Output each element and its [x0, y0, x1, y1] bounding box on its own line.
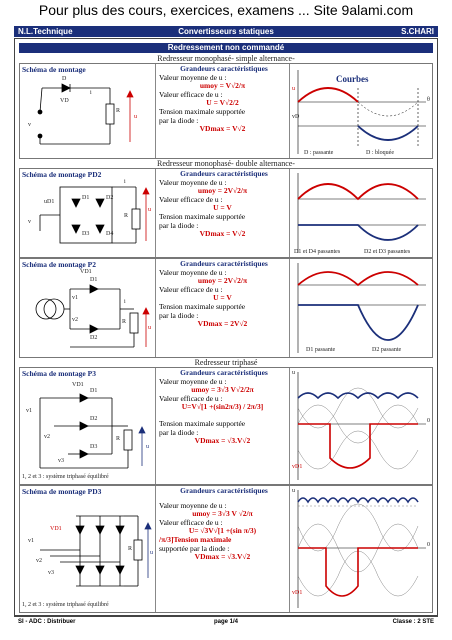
formula-line: par la diode :: [159, 115, 199, 125]
schema-panel: [20, 368, 156, 484]
row-p3: [19, 367, 433, 485]
document-header: [14, 26, 438, 37]
diode-d2: D2: [106, 195, 114, 201]
ud1-label: uD1: [44, 199, 55, 205]
grandeurs-title: Grandeurs caractéristiques: [180, 368, 268, 377]
row-pd2: [19, 168, 433, 258]
grandeurs-title: Grandeurs caractéristiques: [180, 486, 268, 495]
curves-panel: [290, 169, 432, 257]
state-d2: D2 passante: [372, 347, 402, 353]
formula-line: Valeur moyenne de u :: [159, 72, 227, 82]
grandeurs-panel: [156, 259, 290, 357]
state-d2d3: D2 et D3 passantes: [364, 249, 411, 255]
v1-label: v1: [72, 295, 78, 301]
schema-panel: [20, 259, 156, 357]
formula-line: Tension maximale supportée: [159, 106, 246, 116]
waveform-p3: [290, 368, 432, 486]
formula-vdmax: VDmax = V√2: [199, 229, 246, 239]
v1-label: v1: [26, 408, 32, 414]
row-p2: [19, 258, 433, 358]
v3-label: v3: [58, 458, 64, 464]
diode-d1: D1: [90, 277, 98, 283]
source-v-label: v: [28, 122, 31, 128]
formula-umoy: umoy = 3√3 V√2/2π: [191, 385, 254, 395]
resistor-label: R: [116, 436, 121, 442]
formula-line: Valeur moyenne de u :: [159, 376, 227, 386]
formula-ueff: U = V: [213, 293, 232, 303]
vd-label: VD: [60, 98, 69, 104]
section-title-simple: Redresseur monophasé- simple alternance-: [157, 54, 295, 63]
schema-panel: [20, 486, 156, 612]
formula-line: Tension maximale supportée: [159, 418, 246, 428]
curve-vd1-label: vD1: [292, 590, 303, 596]
diode-d1: D1: [82, 195, 90, 201]
zero-label: 0: [427, 542, 430, 548]
schema-title: Schéma de montage: [22, 65, 86, 74]
formula-umoy: umoy = 2V√2/π: [197, 276, 248, 286]
schema-title: Schéma de montage PD2: [22, 170, 102, 179]
formula-umoy: umoy = 2V√2/π: [197, 186, 248, 196]
state-passante: D : passante: [304, 150, 334, 156]
formula-line: Valeur efficace de u :: [159, 393, 223, 403]
v2-label: v2: [44, 434, 50, 440]
formula-vdmax: VDmax = √3.V√2: [194, 436, 251, 446]
formula-line: Valeur efficace de u :: [159, 89, 223, 99]
formula-ueff-cont: /π/3]Tension maximale: [159, 534, 232, 544]
resistor-label: R: [122, 319, 127, 325]
section-banner: Redressement non commandé: [19, 43, 433, 53]
footer-subject: SI - ADC : Distribuer: [18, 619, 76, 625]
curves-panel: [290, 486, 432, 612]
schema-title: Schéma de montage P2: [22, 260, 96, 269]
diode-d3: D3: [90, 444, 98, 450]
schema-title: Schéma de montage P3: [22, 369, 96, 378]
waveform-p2: [290, 259, 432, 359]
v3-label: v3: [48, 570, 54, 576]
formula-vdmax: VDmax = V√2: [199, 124, 246, 134]
system-note: 1, 2 et 3 : système triphasé équilibré: [22, 602, 109, 608]
formula-ueff: U= √3V√[1 +(sin π/3): [188, 526, 257, 536]
formula-umoy: umoy = 3√3 V √2/π: [192, 509, 253, 519]
v2-label: v2: [36, 558, 42, 564]
circuit-simple-diagram: [20, 64, 156, 160]
curves-panel: [290, 259, 432, 357]
zero-label: 0: [427, 418, 430, 424]
waveform-pd3: [290, 486, 432, 614]
document-footer: [14, 616, 438, 627]
vd1-label: VD1: [72, 382, 84, 388]
current-label: i: [124, 179, 126, 185]
state-d1: D1 passante: [306, 347, 336, 353]
curves-title: Courbes: [336, 74, 369, 84]
formula-line: Tension maximale supportée: [159, 301, 246, 311]
state-bloquee: D : bloquée: [366, 150, 394, 156]
grandeurs-panel: [156, 64, 290, 158]
diode-d2: D2: [90, 335, 98, 341]
formula-line: par la diode :: [159, 427, 199, 437]
vd1-label: VD1: [50, 526, 62, 532]
curve-vd-label: vD: [292, 114, 300, 120]
schema-panel: [20, 64, 156, 158]
theta-label: θ: [427, 97, 430, 103]
footer-page: page 1/4: [213, 619, 238, 625]
formula-line: Valeur moyenne de u :: [159, 177, 227, 187]
grandeurs-title: Grandeurs caractéristiques: [180, 169, 268, 178]
formula-line: Tension maximale supportée: [159, 211, 246, 221]
v1-label: v1: [28, 538, 34, 544]
vd1-label: VD1: [80, 269, 92, 275]
section-title-double: Redresseur monophasé- double alternance-: [157, 159, 295, 168]
row-pd3: [19, 485, 433, 613]
waveform-pd2: [290, 169, 432, 259]
diode-d2: D2: [90, 416, 98, 422]
formula-line: Valeur moyenne de u :: [159, 267, 227, 277]
formula-vdmax: VDmax = 2V√2: [197, 319, 248, 329]
diode-d3: D3: [82, 231, 90, 237]
resistor-label: R: [128, 546, 133, 552]
circuit-pd2-diagram: [20, 169, 156, 259]
resistor-label: R: [124, 213, 129, 219]
curves-panel: [290, 64, 432, 158]
circuit-pd3-diagram: [20, 486, 156, 614]
header-subject: N.L.Technique: [18, 27, 73, 36]
waveform-simple: [290, 64, 432, 160]
schema-panel: [20, 169, 156, 257]
grandeurs-title: Grandeurs caractéristiques: [180, 259, 268, 268]
voltage-u-label: u: [134, 114, 137, 120]
formula-line: par la diode :: [159, 310, 199, 320]
current-label: i: [90, 90, 92, 96]
worksheet: [14, 38, 438, 616]
formula-ueff: U = V√2/2: [206, 98, 239, 108]
formula-umoy: umoy = V√2/π: [199, 81, 246, 91]
curves-panel: [290, 368, 432, 484]
section-title-triphase: Redresseur triphasé: [194, 358, 258, 367]
source-v-label: v: [28, 219, 31, 225]
schema-title: Schéma de montage PD3: [22, 487, 102, 496]
resistor-label: R: [116, 108, 121, 114]
formula-vdmax: VDmax = √3.V√2: [194, 552, 251, 562]
state-d1d4: D1 et D4 passantes: [294, 249, 341, 255]
header-title: Convertisseurs statiques: [178, 27, 274, 36]
formula-line: par la diode :: [159, 220, 199, 230]
curve-vd1-label: vD1: [292, 464, 303, 470]
v2-label: v2: [72, 317, 78, 323]
row-simple-alternance: [19, 63, 433, 159]
header-author: S.CHARI: [401, 27, 434, 36]
voltage-u-label: u: [148, 207, 151, 213]
current-label: i: [124, 299, 126, 305]
grandeurs-panel: [156, 486, 290, 612]
formula-line: Valeur efficace de u :: [159, 284, 223, 294]
grandeurs-panel: [156, 169, 290, 257]
diode-label: D: [62, 76, 67, 82]
voltage-u-label: u: [150, 550, 153, 556]
diode-d4: D4: [106, 231, 114, 237]
grandeurs-title: Grandeurs caractéristiques: [180, 64, 268, 73]
formula-line: supportée par la diode :: [159, 543, 230, 553]
circuit-p3-diagram: [20, 368, 156, 486]
formula-ueff: U=V√[1 +(sin2π/3) / 2π/3]: [181, 402, 264, 412]
curve-u-label: u: [292, 86, 295, 92]
formula-line: Valeur efficace de u :: [159, 517, 223, 527]
grandeurs-panel: [156, 368, 290, 484]
curve-u-label: u: [292, 488, 295, 494]
curve-u-label: u: [292, 370, 295, 376]
voltage-u-label: u: [148, 325, 151, 331]
formula-ueff: U = V: [213, 203, 232, 213]
footer-class: Classe : 2 STE: [392, 619, 434, 625]
voltage-u-label: u: [146, 444, 149, 450]
system-note: 1, 2 et 3 : système triphasé équilibré: [22, 474, 109, 480]
formula-line: Valeur moyenne de u :: [159, 500, 227, 510]
formula-line: Valeur efficace de u :: [159, 194, 223, 204]
diode-d1: D1: [90, 388, 98, 394]
site-banner: Pour plus des cours, exercices, examens ... Site 9alami.com: [38, 2, 414, 18]
